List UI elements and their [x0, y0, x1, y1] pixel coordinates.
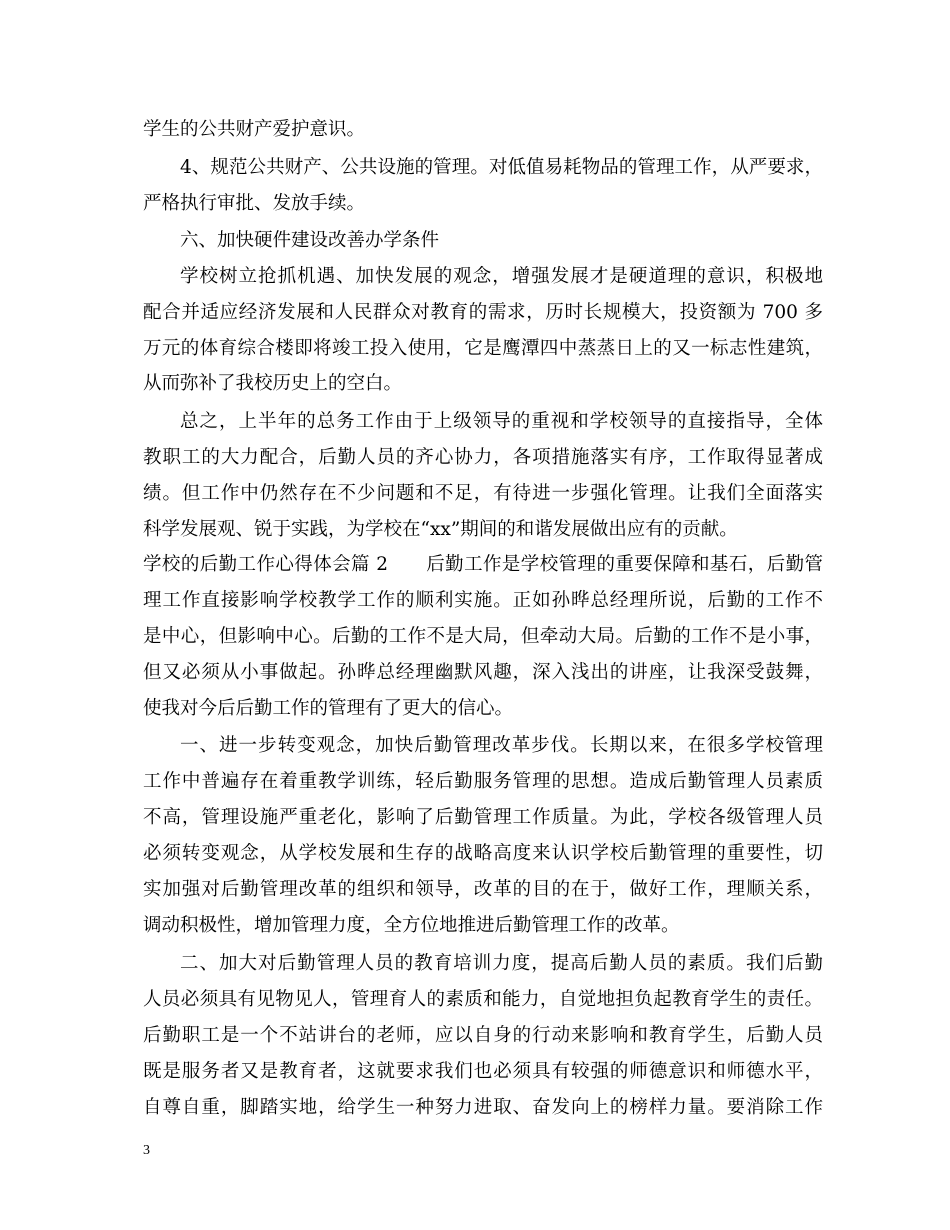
text-line: 教职工的大力配合，后勤人员的齐心协力，各项措施落实有序，工作取得显著成 [143, 447, 823, 468]
text-line: 后勤职工是一个不站讲台的老师，应以自身的行动来影响和教育学生，后勤人员 [143, 1025, 823, 1046]
page-number: 3 [143, 1143, 150, 1158]
text-line: 总之，上半年的总务工作由于上级领导的重视和学校领导的直接指导，全体 [180, 411, 823, 432]
text-line: 学校的后勤工作心得体会篇 2 后勤工作是学校管理的重要保障和基石，后勤管 [143, 554, 823, 575]
text-line: 使我对今后后勤工作的管理有了更大的信心。 [143, 698, 514, 719]
text-line: 从而弥补了我校历史上的空白。 [143, 373, 403, 394]
text-line: 人员必须具有见物见人，管理育人的素质和能力，自觉地担负起教育学生的责任。 [143, 989, 823, 1010]
text-line: 科学发展观、锐于实践，为学校在“xx”期间的和谐发展做出应有的贡献。 [143, 519, 738, 540]
text-line: 理工作直接影响学校教学工作的顺利实施。正如孙晔总经理所说，后勤的工作不 [143, 590, 823, 611]
text-line: 万元的体育综合楼即将竣工投入使用，它是鹰潭四中蒸蒸日上的又一标志性建筑， [143, 338, 823, 359]
text-line: 工作中普遍存在着重教学训练，轻后勤服务管理的思想。造成后勤管理人员素质 [143, 771, 823, 792]
text-line: 但又必须从小事做起。孙晔总经理幽默风趣，深入浅出的讲座，让我深受鼓舞， [143, 662, 823, 683]
text-line: 调动积极性，增加管理力度，全方位地推进后勤管理工作的改革。 [143, 915, 680, 936]
text-line: 学校树立抢抓机遇、加快发展的观念，增强发展才是硬道理的意识，积极地 [180, 266, 823, 287]
text-line: 必须转变观念，从学校发展和生存的战略高度来认识学校后勤管理的重要性，切 [143, 843, 823, 864]
text-line: 严格执行审批、发放手续。 [143, 193, 366, 214]
text-line: 不高，管理设施严重老化，影响了后勤管理工作质量。为此，学校各级管理人员 [143, 807, 823, 828]
text-line: 学生的公共财产爱护意识。 [143, 119, 366, 140]
text-line: 二、加大对后勤管理人员的教育培训力度，提高后勤人员的素质。我们后勤 [180, 953, 823, 974]
text-line: 绩。但工作中仍然存在不少问题和不足，有待进一步强化管理。让我们全面落实 [143, 483, 823, 504]
text-line: 既是服务者又是教育者，这就要求我们也必须具有较强的师德意识和师德水平， [143, 1061, 823, 1082]
text-line: 配合并适应经济发展和人民群众对教育的需求，历时长规模大，投资额为 700 多 [143, 302, 823, 323]
text-line: 4、规范公共财产、公共设施的管理。对低值易耗物品的管理工作，从严要求， [180, 157, 823, 178]
text-line: 一、进一步转变观念，加快后勤管理改革步伐。长期以来，在很多学校管理 [180, 735, 823, 756]
text-line: 六、加快硬件建设改善办学条件 [180, 230, 440, 251]
text-line: 自尊自重，脚踏实地，给学生一种努力进取、奋发向上的榜样力量。要消除工作 [143, 1097, 823, 1118]
text-line: 实加强对后勤管理改革的组织和领导，改革的目的在于，做好工作，理顺关系， [143, 879, 823, 900]
text-line: 是中心，但影响中心。后勤的工作不是大局，但牵动大局。后勤的工作不是小事， [143, 626, 823, 647]
